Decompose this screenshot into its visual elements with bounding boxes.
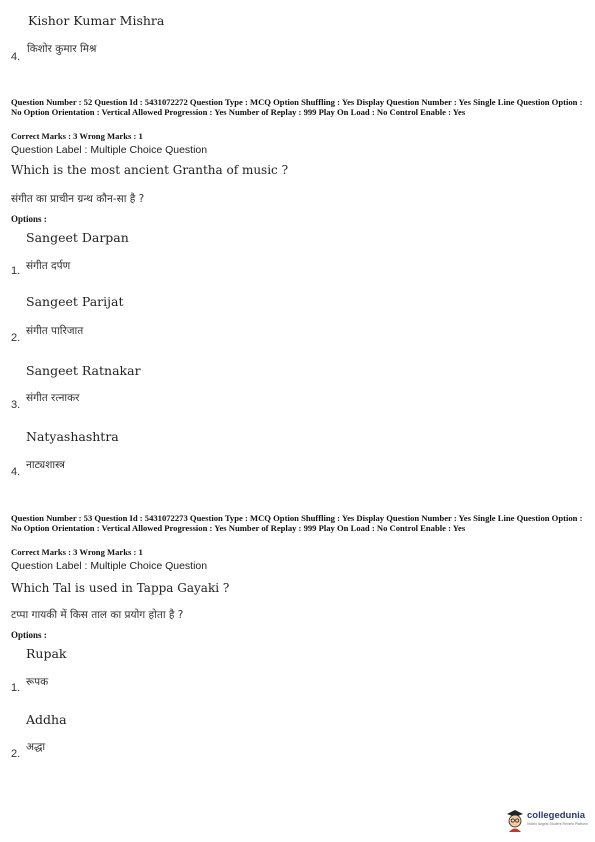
option-num: 2. <box>11 332 21 344</box>
option-en: Addha <box>26 712 67 727</box>
prev-option-en: Kishor Kumar Mishra <box>28 13 165 28</box>
question-label: Question Label : Multiple Choice Question <box>11 560 208 572</box>
option-num: 4. <box>11 466 21 478</box>
option-hi: संगीत पारिजात <box>26 325 84 337</box>
option-en: Sangeet Ratnakar <box>26 363 141 378</box>
option-hi: संगीत रत्नाकर <box>26 392 80 404</box>
option-en: Sangeet Darpan <box>26 230 129 245</box>
question-text-en: Which Tal is used in Tappa Gayaki ? <box>11 581 230 595</box>
question-marks: Correct Marks : 3 Wrong Marks : 1 <box>11 131 143 141</box>
student-mascot-icon <box>505 808 525 832</box>
option-num: 2. <box>11 748 21 760</box>
option-num: 1. <box>11 682 21 694</box>
question-meta: Question Number : 52 Question Id : 5431072272 Question Type : MCQ Option Shuffling : Yes Display Question Number : Yes Single Line Question Option : No Option Orientation : Vertical Allowed Progression : Yes Number of Replay : 999 Play On Load : No Control Enable : Yes <box>11 97 583 118</box>
option-en: Sangeet Parijat <box>26 294 124 309</box>
prev-option-num: 4. <box>11 51 21 63</box>
question-meta: Question Number : 53 Question Id : 5431072273 Question Type : MCQ Option Shuffling : Yes Display Question Number : Yes Single Line Question Option : No Option Orientation : Vertical Allowed Progression : Yes Number of Replay : 999 Play On Load : No Control Enable : Yes <box>11 513 583 534</box>
options-label: Options : <box>11 630 47 640</box>
option-hi: अद्धा <box>26 741 46 753</box>
option-hi: नाट्यशास्त्र <box>26 459 65 471</box>
option-en: Natyashashtra <box>26 429 119 444</box>
option-num: 1. <box>11 265 21 277</box>
question-text-hi: संगीत का प्राचीन ग्रन्थ कौन-सा है ? <box>11 193 145 205</box>
option-num: 3. <box>11 399 21 411</box>
question-text-en: Which is the most ancient Grantha of music ? <box>11 163 289 177</box>
prev-option-hi: किशोर कुमार मिश्र <box>27 43 97 55</box>
option-hi: रूपक <box>26 676 49 688</box>
options-label: Options : <box>11 214 47 224</box>
logo-name: collegedunia <box>527 810 586 821</box>
collegedunia-logo <box>505 808 590 832</box>
question-label: Question Label : Multiple Choice Question <box>11 144 208 156</box>
option-hi: संगीत दर्पण <box>26 260 71 272</box>
question-marks: Correct Marks : 3 Wrong Marks : 1 <box>11 547 143 557</box>
logo-tagline: India's largest Student Review Platform <box>527 822 588 826</box>
option-en: Rupak <box>26 646 67 661</box>
question-text-hi: टप्पा गायकी में किस ताल का प्रयोग होता है ? <box>11 609 184 621</box>
